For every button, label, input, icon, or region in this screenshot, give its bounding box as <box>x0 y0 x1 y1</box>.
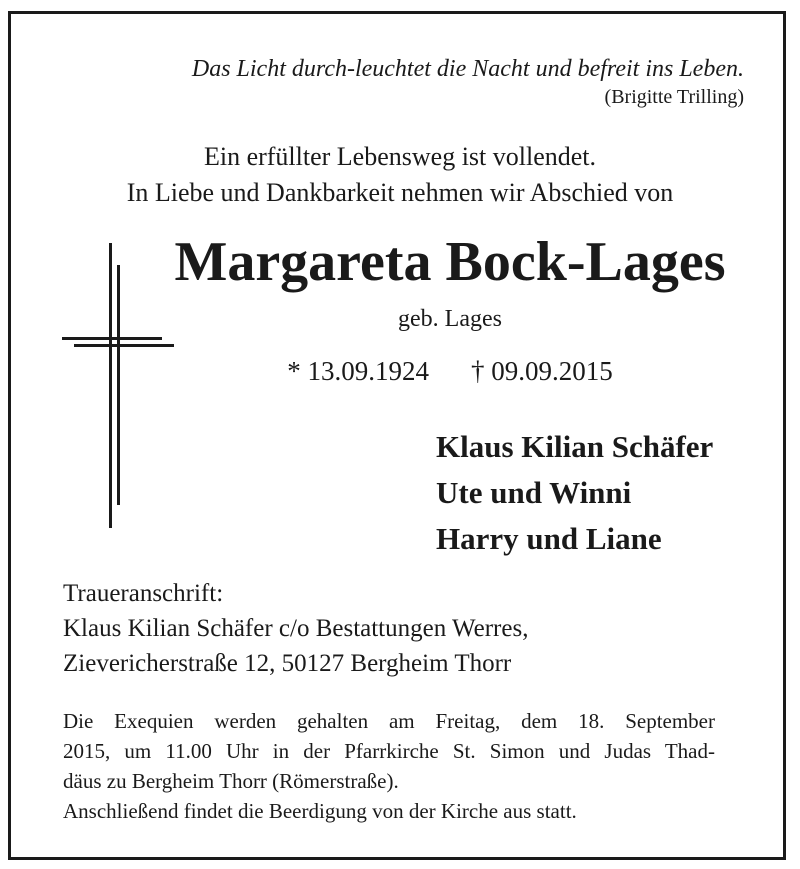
mourners-list <box>436 424 713 562</box>
birth-date: * 13.09.1924 <box>287 356 429 386</box>
mourning-address <box>63 576 528 681</box>
address-line-2: Zievericherstraße 12, 50127 Bergheim Thorr <box>63 650 512 677</box>
motto-quote: Das Licht durch-leuchtet die Nacht und befreit ins Leben. <box>191 56 744 82</box>
life-dates <box>160 356 740 387</box>
intro-line-2: In Liebe und Dankbarkeit nehmen wir Abschied von <box>126 178 674 207</box>
death-date: † 09.09.2015 <box>471 356 613 386</box>
service-line-1: Die Exequien werden gehalten am Freitag, dem 18. September <box>63 709 715 733</box>
intro-line-1: Ein erfüllter Lebensweg ist vollendet. <box>203 142 597 171</box>
address-line-1: Klaus Kilian Schäfer c/o Bestattungen Werres, <box>63 615 529 642</box>
mourner: Ute und Winni <box>436 475 632 510</box>
cross-icon <box>62 243 174 528</box>
mourner: Harry und Liane <box>436 521 662 556</box>
service-line-2: 2015, um 11.00 Uhr in der Pfarrkirche St. Simon und Judas Thad- <box>63 739 715 763</box>
address-label: Traueranschrift: <box>63 580 224 607</box>
service-line-3: däus zu Bergheim Thorr (Römerstraße). <box>63 769 399 793</box>
birth-name: geb. Lages <box>398 306 502 332</box>
mourner: Klaus Kilian Schäfer <box>436 429 714 464</box>
motto-author: (Brigitte Trilling) <box>604 86 744 108</box>
service-details <box>63 706 715 826</box>
service-line-4: Anschließend findet die Beerdigung von der Kirche aus statt. <box>63 799 577 823</box>
deceased-name: Margareta Bock-Lages <box>174 231 726 293</box>
